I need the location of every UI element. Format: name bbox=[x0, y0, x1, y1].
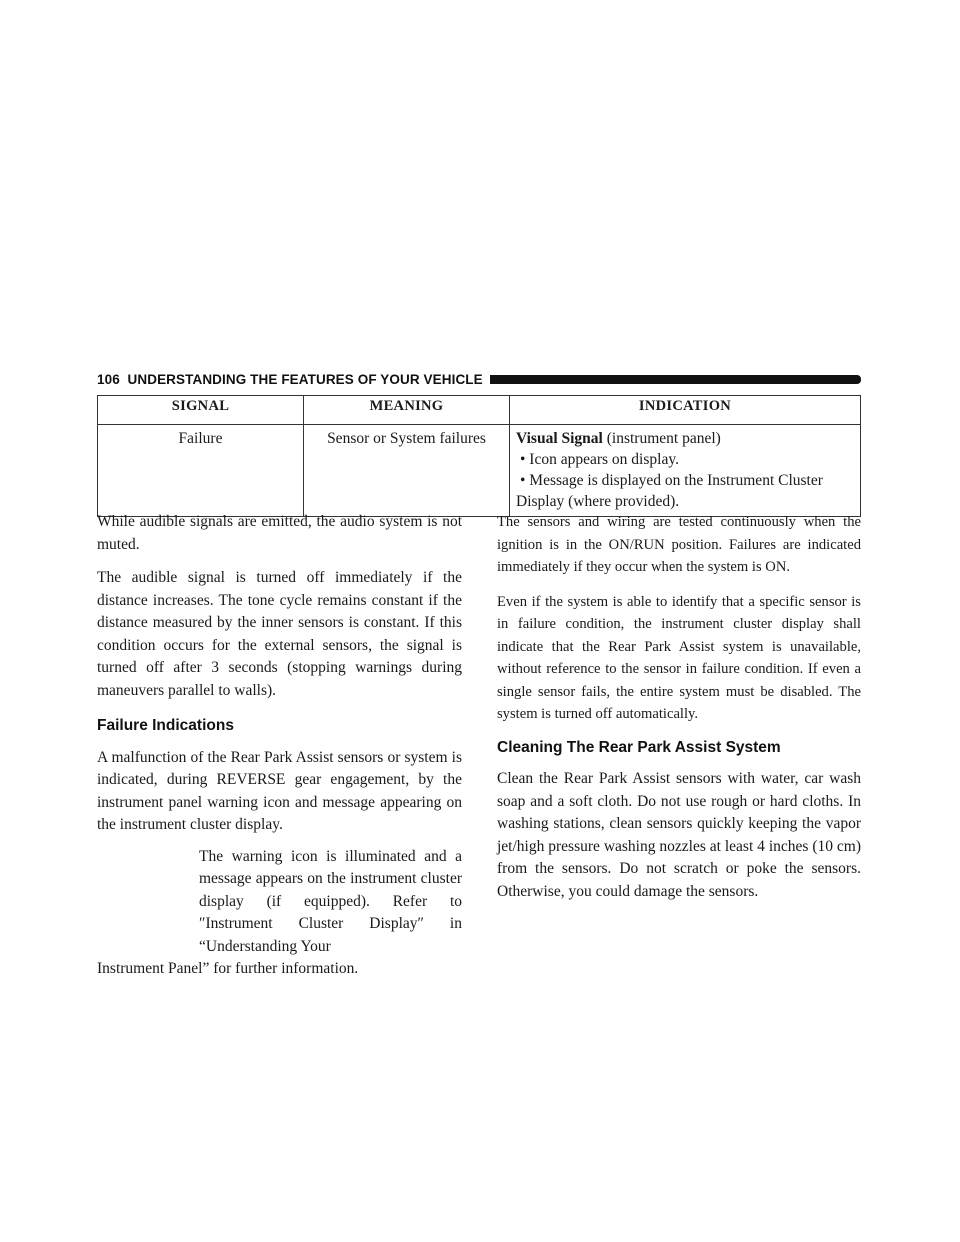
paragraph-warning-icon-tail: Instrument Panel” for further information. bbox=[97, 960, 359, 977]
col-header-indication: INDICATION bbox=[510, 396, 861, 425]
col-header-signal: SIGNAL bbox=[98, 396, 304, 425]
right-column bbox=[497, 511, 861, 903]
heading-failure-indications: Failure Indications bbox=[97, 717, 234, 734]
left-column bbox=[97, 511, 462, 981]
paragraph-warning-icon: The warning icon is illuminated and a message appears on the instrument cluster display (if equipped). Refer to ″Instrument Cluster Display″ in “Understanding Your bbox=[199, 847, 462, 955]
cell-meaning: Sensor or System failures bbox=[304, 425, 510, 517]
page-number: 106 bbox=[97, 371, 120, 387]
heading-cleaning: Cleaning The Rear Park Assist System bbox=[497, 738, 781, 756]
cell-indication bbox=[510, 425, 861, 517]
paragraph-malfunction: A malfunction of the Rear Park Assist sensors or system is indicated, during REVERSE gear engagement, by the instrument panel warning icon and message appearing on the instrument cluster display. bbox=[97, 748, 462, 833]
paragraph-sensor-failure: Even if the system is able to identify that a specific sensor is in failure condition, the instrument cluster display shall indicate that the Rear Park Assist system is unavailable, without reference to the sensor in failure condition. If even a single sensor fails, the entire system must be disabled. The system is turned off automatically. bbox=[497, 593, 861, 722]
table-header-row bbox=[98, 396, 861, 425]
paragraph-audio-muted: While audible signals are emitted, the audio system is not muted. bbox=[97, 513, 462, 553]
section-title: UNDERSTANDING THE FEATURES OF YOUR VEHICLE bbox=[127, 371, 483, 387]
indication-label: Visual Signal (instrument panel) bbox=[516, 430, 721, 447]
signal-table bbox=[97, 395, 861, 517]
indication-bullet: • Message is displayed on the Instrument Cluster bbox=[520, 472, 823, 489]
cell-signal: Failure bbox=[98, 425, 304, 517]
header-rule bbox=[490, 375, 861, 384]
col-header-meaning: MEANING bbox=[304, 396, 510, 425]
indication-continuation: Display (where provided). bbox=[516, 493, 680, 510]
paragraph-sensors-tested: The sensors and wiring are tested continuously when the ignition is in the ON/RUN position. Failures are indicated immediately if they occur when the system is ON. bbox=[497, 514, 861, 575]
page-header-text bbox=[97, 372, 483, 387]
indication-bullet: • Icon appears on display. bbox=[520, 451, 679, 468]
paragraph-audible-signal: The audible signal is turned off immediately if the distance increases. The tone cycle remains constant if the distance measured by the inner sensors is constant. If this condition occurs for the external sensors, the signal is turned off after 3 seconds (stopping warnings during maneuvers parallel to walls). bbox=[97, 569, 462, 699]
table-row bbox=[98, 425, 861, 517]
page-header bbox=[97, 368, 861, 390]
paragraph-cleaning: Clean the Rear Park Assist sensors with water, car wash soap and a soft cloth. Do not use rough or hard cloths. In washing stations, clean sensors quickly keeping the vapor jet/high pressure washing nozzles at least 4 inches (10 cm) from the sensors. Do not scratch or poke the sensors. Otherwise, you could damage the sensors. bbox=[497, 770, 861, 900]
